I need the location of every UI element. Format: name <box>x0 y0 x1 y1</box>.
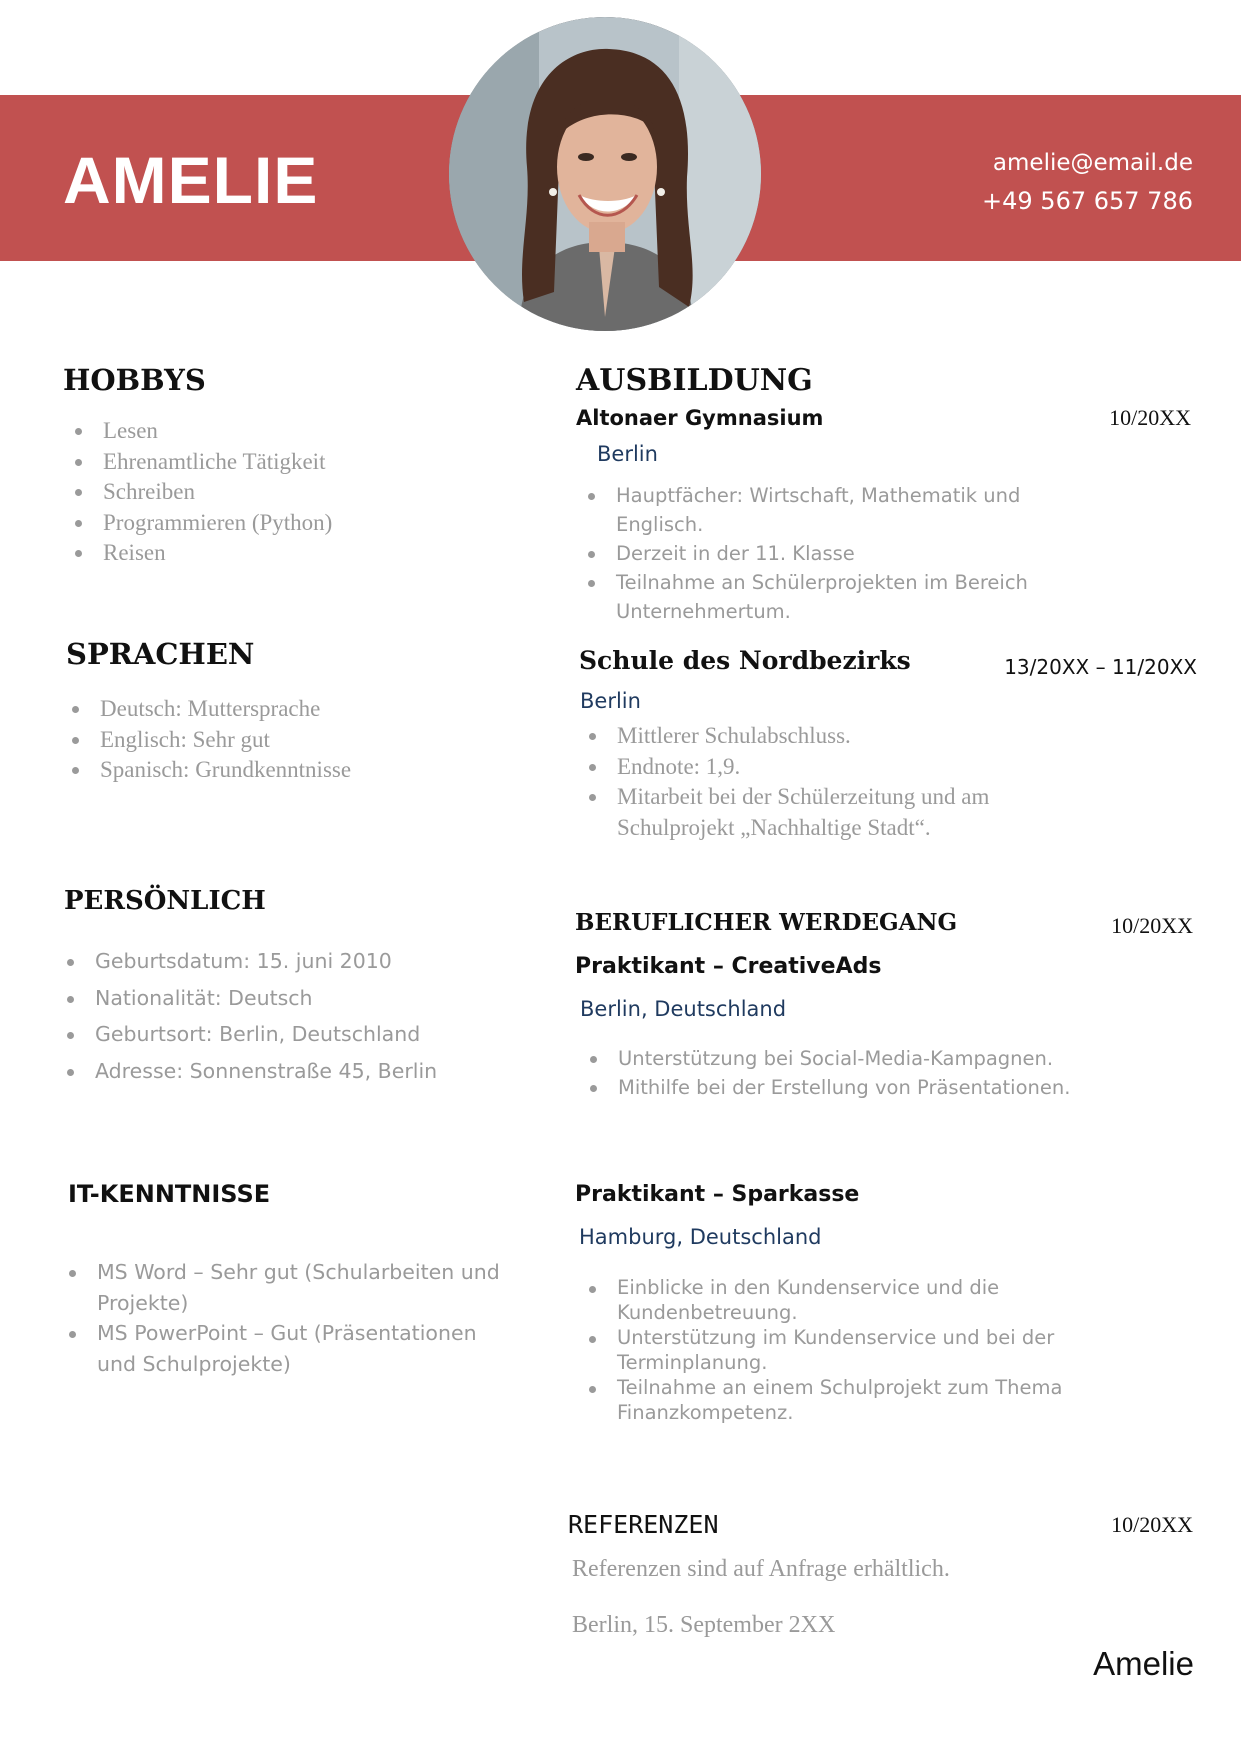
referenzen-heading: REFERENZEN <box>568 1510 719 1539</box>
job-details-list <box>618 1044 1078 1102</box>
persoenlich-list <box>95 943 515 1089</box>
applicant-name: AMELIE <box>63 143 319 217</box>
list-item: Geburtsdatum: 15. juni 2010 <box>95 943 515 980</box>
list-item: Teilnahme an Schülerprojekten im Bereich Unternehmertum. <box>616 568 1056 626</box>
job-place: Hamburg, Deutschland <box>579 1225 822 1249</box>
job-details-list <box>617 1276 1077 1426</box>
list-item: Mithilfe bei der Erstellung von Präsentationen. <box>618 1073 1078 1102</box>
signature: Amelie <box>1093 1645 1194 1682</box>
persoenlich-heading: PERSÖNLICH <box>64 886 266 916</box>
hobbys-list <box>103 416 503 569</box>
school-name: Altonaer Gymnasium <box>576 406 824 430</box>
list-item: Schreiben <box>103 477 503 508</box>
list-item: Spanisch: Grundkenntnisse <box>100 755 500 786</box>
school-place: Berlin <box>580 689 641 713</box>
school-date: 10/20XX <box>1109 405 1191 430</box>
list-item: Lesen <box>103 416 503 447</box>
hobbys-heading: HOBBYS <box>63 363 206 397</box>
list-item: Derzeit in der 11. Klasse <box>616 539 1056 568</box>
list-item: Nationalität: Deutsch <box>95 980 515 1017</box>
it-kenntnisse-heading: IT-KENNTNISSE <box>68 1180 271 1208</box>
list-item: Englisch: Sehr gut <box>100 725 500 756</box>
email-address: amelie@email.de <box>992 150 1193 176</box>
list-item: MS Word – Sehr gut (Schularbeiten und Projekte) <box>97 1257 507 1318</box>
list-item: Teilnahme an einem Schulprojekt zum Thema Finanzkompetenz. <box>617 1376 1077 1425</box>
list-item: Mitarbeit bei der Schülerzeitung und am Schulprojekt „Nachhaltige Stadt“. <box>617 782 1057 843</box>
list-item: Deutsch: Muttersprache <box>100 694 500 725</box>
list-item: Mittlerer Schulabschluss. <box>617 721 1057 752</box>
list-item: Adresse: Sonnenstraße 45, Berlin <box>95 1053 515 1090</box>
profile-photo <box>449 17 761 331</box>
school-details-list <box>616 481 1056 626</box>
beruf-heading: BERUFLICHER WERDEGANG <box>575 909 958 936</box>
sprachen-heading: SPRACHEN <box>66 637 255 671</box>
list-item: Unterstützung im Kundenservice und bei der Terminplanung. <box>617 1326 1077 1375</box>
school-details-list <box>617 721 1057 843</box>
sprachen-list <box>100 694 500 786</box>
job-place: Berlin, Deutschland <box>580 997 787 1021</box>
list-item: Programmieren (Python) <box>103 508 503 539</box>
job-title: Praktikant – CreativeAds <box>575 954 882 979</box>
list-item: MS PowerPoint – Gut (Präsentationen und Schulprojekte) <box>97 1318 507 1379</box>
it-kenntnisse-list <box>97 1257 507 1379</box>
list-item: Ehrenamtliche Tätigkeit <box>103 447 503 478</box>
school-place: Berlin <box>597 442 658 466</box>
ausbildung-heading: AUSBILDUNG <box>576 363 813 398</box>
referenzen-date: 10/20XX <box>1111 1512 1193 1537</box>
list-item: Geburtsort: Berlin, Deutschland <box>95 1016 515 1053</box>
school-name: Schule des Nordbezirks <box>579 646 911 675</box>
list-item: Einblicke in den Kundenservice und die Kundenbetreuung. <box>617 1276 1077 1325</box>
phone-number: +49 567 657 786 <box>982 187 1193 215</box>
job-title: Praktikant – Sparkasse <box>575 1182 860 1207</box>
beruf-date: 10/20XX <box>1111 913 1193 938</box>
list-item: Hauptfächer: Wirtschaft, Mathematik und Englisch. <box>616 481 1056 539</box>
list-item: Unterstützung bei Social-Media-Kampagnen. <box>618 1044 1078 1073</box>
list-item: Reisen <box>103 538 503 569</box>
list-item: Endnote: 1,9. <box>617 752 1057 783</box>
school-date: 13/20XX – 11/20XX <box>1004 655 1197 679</box>
place-date: Berlin, 15. September 2XX <box>572 1612 836 1638</box>
referenzen-text: Referenzen sind auf Anfrage erhältlich. <box>572 1556 950 1582</box>
